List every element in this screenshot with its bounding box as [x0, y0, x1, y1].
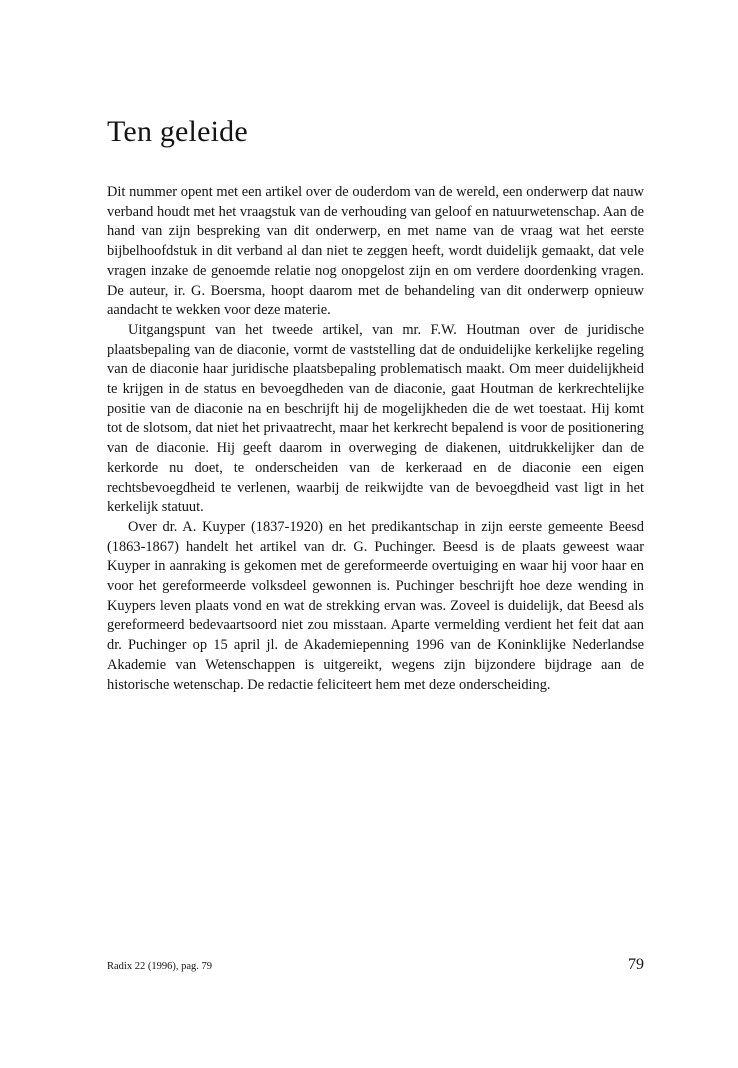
- page-footer: [107, 950, 644, 974]
- body-text: [107, 183, 644, 695]
- journal-reference: Radix 22 (1996), pag. 79: [107, 961, 212, 972]
- paragraph-3: Over dr. A. Kuyper (1837-1920) en het predikantschap in zijn eerste gemeente Beesd (1863-1867) handelt het artikel van dr. G. Puchinger. Beesd is de plaats geweest waar Kuyper in aanraking is gekomen met de gereformeerde overtuiging en waar hij voor haar en voor het gereformeerde volksdeel gewonnen is. Puchinger beschrijft hoe deze wending in Kuypers leven plaats vond en wat de strekking ervan was. Zoveel is duidelijk, dat Beesd als gereformeerd bedevaartsoord niet zou misstaan. Aparte vermelding verdient het feit dat aan dr. Puchinger op 15 april jl. de Akademiepenning 1996 van de Koninklijke Nederlandse Akademie van Wetenschappen is uitgereikt, wegens zijn bijzondere bijdrage aan de historische wetenschap. De redactie feliciteert hem met deze onderscheiding.: [107, 518, 644, 693]
- page-title: Ten geleide: [107, 115, 248, 148]
- paragraph-1: Dit nummer opent met een artikel over de ouderdom van de wereld, een onderwerp dat nauw verband houdt met het vraagstuk van de verhouding van geloof en natuurwetenschap. Aan de hand van zijn bespreking van dit onderwerp, en met name van de vraag wat het eerste bijbelhoofdstuk in dit verband al dan niet te zeggen heeft, wordt duidelijk gemaakt, dat vele vragen inzake de genoemde relatie nog onopgelost zijn en om verdere doordenking vragen. De auteur, ir. G. Boersma, hoopt daarom met de behandeling van dit onderwerp opnieuw aandacht te wekken voor deze materie.: [107, 184, 644, 319]
- paragraph-2: Uitgangspunt van het tweede artikel, van mr. F.W. Houtman over de juridische plaatsbepaling van de diaconie, vormt de vaststelling dat de onduidelijke kerkelijke regeling van de diaconie haar juridische plaatsbepaling problematisch maakt. Om meer duidelijkheid te krijgen in de status en bevoegdheden van de diaconie, gaat Houtman de kerkrechtelijke positie van de diaconie na en beschrijft hij de mogelijkheden die de wet toestaat. Hij komt tot de slotsom, dat niet het privaatrecht, maar het kerkrecht bepalend is voor de positionering van de diaconie. Hij geeft daarom in overweging de diakenen, uitdrukkelijker dan de kerkorde nu doet, te onderscheiden van de kerkeraad en de diaconie een eigen rechtsbevoegdheid te verlenen, waarbij de reikwijdte van de bevoegdheid vast ligt in het kerkelijk statuut.: [107, 321, 644, 516]
- page-number: 79: [628, 956, 644, 973]
